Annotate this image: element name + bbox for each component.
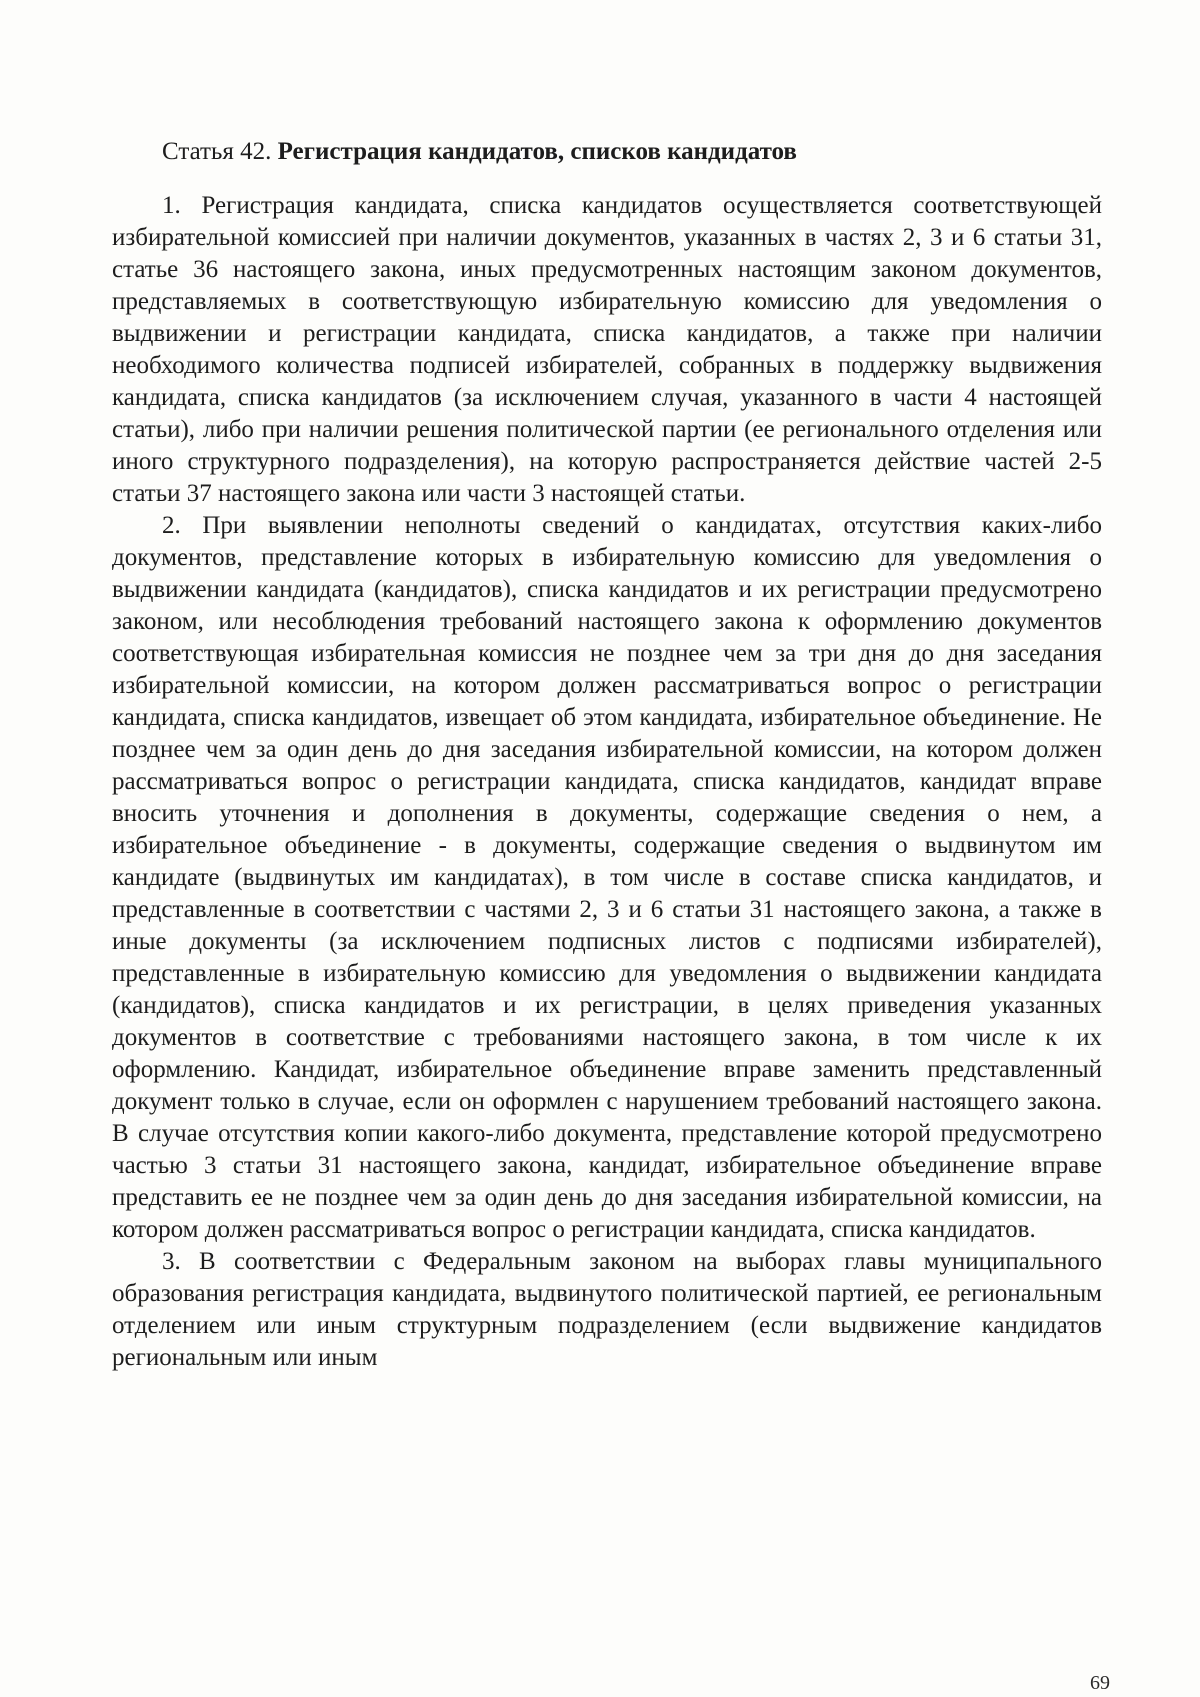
page-number: 69 [1090,1672,1110,1694]
paragraph-1: 1. Регистрация кандидата, списка кандидатов осуществляется соответствующей избирательной комиссией при наличии документов, указанных в частях 2, 3 и 6 статьи 31, статье 36 настоящего закона, иных предусмотренных настоящим законом документов, представляемых в соответствующую избирательную комиссию для уведомления о выдвижении и регистрации кандидата, списка кандидатов, а также при наличии необходимого количества подписей избирателей, собранных в поддержку выдвижения кандидата, списка кандидатов (за исключением случая, указанного в части 4 настоящей статьи), либо при наличии решения политической партии (ее регионального отделения или иного структурного подразделения), на которую распространяется действие частей 2-5 статьи 37 настоящего закона или части 3 настоящей статьи. [112,192,1102,507]
paragraph-3: 3. В соответствии с Федеральным законом на выборах главы муниципального образования регистрация кандидата, выдвинутого политической партией, ее региональным отделением или иным структурным подразделением (если выдвижение кандидатов региональным или иным [112,1248,1102,1371]
article-number: Статья 42. [162,138,272,165]
paragraph-2: 2. При выявлении неполноты сведений о кандидатах, отсутствия каких-либо документов, представление которых в избирательную комиссию для уведомления о выдвижении кандидата (кандидатов), списка кандидатов и их регистрации предусмотрено законом, или несоблюдения требований настоящего закона к оформлению документов соответствующая избирательная комиссия не позднее чем за три дня до дня заседания избирательной комиссии, на котором должен рассматриваться вопрос о регистрации кандидата, списка кандидатов, извещает об этом кандидата, избирательное объединение. Не позднее чем за один день до дня заседания избирательной комиссии, на котором должен рассматриваться вопрос о регистрации кандидата, списка кандидатов, кандидат вправе вносить уточнения и дополнения в документы, содержащие сведения о нем, а избирательное объединение - в документы, содержащие сведения о выдвинутом им кандидате (выдвинутых им кандидатах), в том числе в составе списка кандидатов, и представленные в соответствии с частями 2, 3 и 6 статьи 31 настоящего закона, а также в иные документы (за исключением подписных листов с подписями избирателей), представленные в избирательную комиссию для уведомления о выдвижении кандидата (кандидатов), списка кандидатов и их регистрации, в целях приведения указанных документов в соответствие с требованиями настоящего закона, в том числе к их оформлению. Кандидат, избирательное объединение вправе заменить представленный документ только в случае, если он оформлен с нарушением требований настоящего закона. В случае отсутствия копии какого-либо документа, представление которой предусмотрено частью 3 статьи 31 настоящего закона, кандидат, избирательное объединение вправе представить ее не позднее чем за один день до дня заседания избирательной комиссии, на котором должен рассматриваться вопрос о регистрации кандидата, списка кандидатов. [112,512,1102,1243]
article-title: Регистрация кандидатов, списков кандидатов [277,138,797,165]
article-heading [162,136,1102,168]
document-body [112,136,1102,1374]
